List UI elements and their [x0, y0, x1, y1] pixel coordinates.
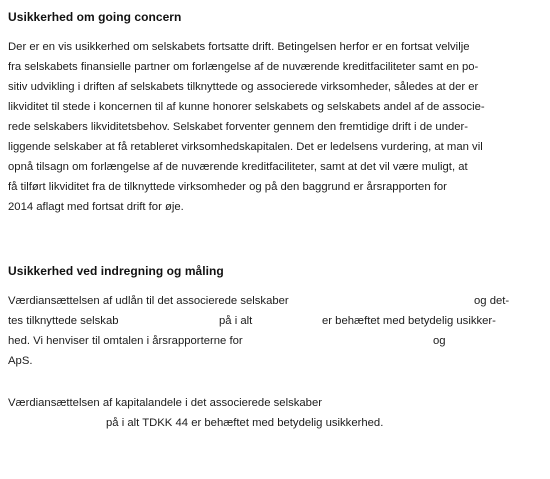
paragraph-line: liggende selskaber at få retableret virksomhedskapitalen. Det er ledelsens vurdering, at man vil: [8, 141, 483, 153]
paragraph-line: fra selskabets finansielle partner om forlængelse af de nuværende kreditfaciliteter samt en po-: [8, 61, 479, 73]
paragraph-fragment: ApS.: [8, 355, 33, 367]
paragraph-line: likviditet til stede i koncernen til af kunne honorer selskabets og selskabets andel af de associe-: [8, 101, 485, 113]
paragraph-line: få tilført likviditet fra de tilknyttede virksomheder og på den baggrund er årsrapporten for: [8, 181, 447, 193]
paragraph-fragment: tes tilknyttede selskab: [8, 315, 119, 327]
section-heading-measurement: Usikkerhed ved indregning og måling: [8, 264, 224, 278]
paragraph-fragment: og det-: [474, 295, 510, 307]
paragraph-fragment: Værdiansættelsen af kapitalandele i det associerede selskaber: [8, 397, 322, 409]
paragraph-line: opnå tilsagn om forlængelse af de nuværende kreditfaciliteter, samt at det vil være muligt, at: [8, 161, 468, 173]
section-heading-going-concern: Usikkerhed om going concern: [8, 10, 182, 24]
paragraph-line: Der er en vis usikkerhed om selskabets fortsatte drift. Betingelsen herfor er en fortsat velvilje: [8, 41, 470, 53]
paragraph-line: 2014 aflagt med fortsat drift for øje.: [8, 201, 184, 213]
paragraph-fragment: er behæftet med betydelig usikker-: [322, 315, 496, 327]
paragraph-fragment: hed. Vi henviser til omtalen i årsrapporterne for: [8, 335, 243, 347]
paragraph-fragment: Værdiansættelsen af udlån til det associerede selskaber: [8, 295, 289, 307]
paragraph-line: rede selskabers likviditetsbehov. Selskabet forventer gennem den fremtidige drift i de under-: [8, 121, 469, 133]
paragraph-fragment: og: [433, 335, 446, 347]
paragraph-line: sitiv udvikling i driften af selskabets tilknyttede og associerede virksomheder, således at der er: [8, 81, 479, 93]
paragraph-fragment: på i alt TDKK 44 er behæftet med betydelig usikkerhed.: [106, 417, 384, 429]
paragraph-fragment: på i alt: [219, 315, 253, 327]
